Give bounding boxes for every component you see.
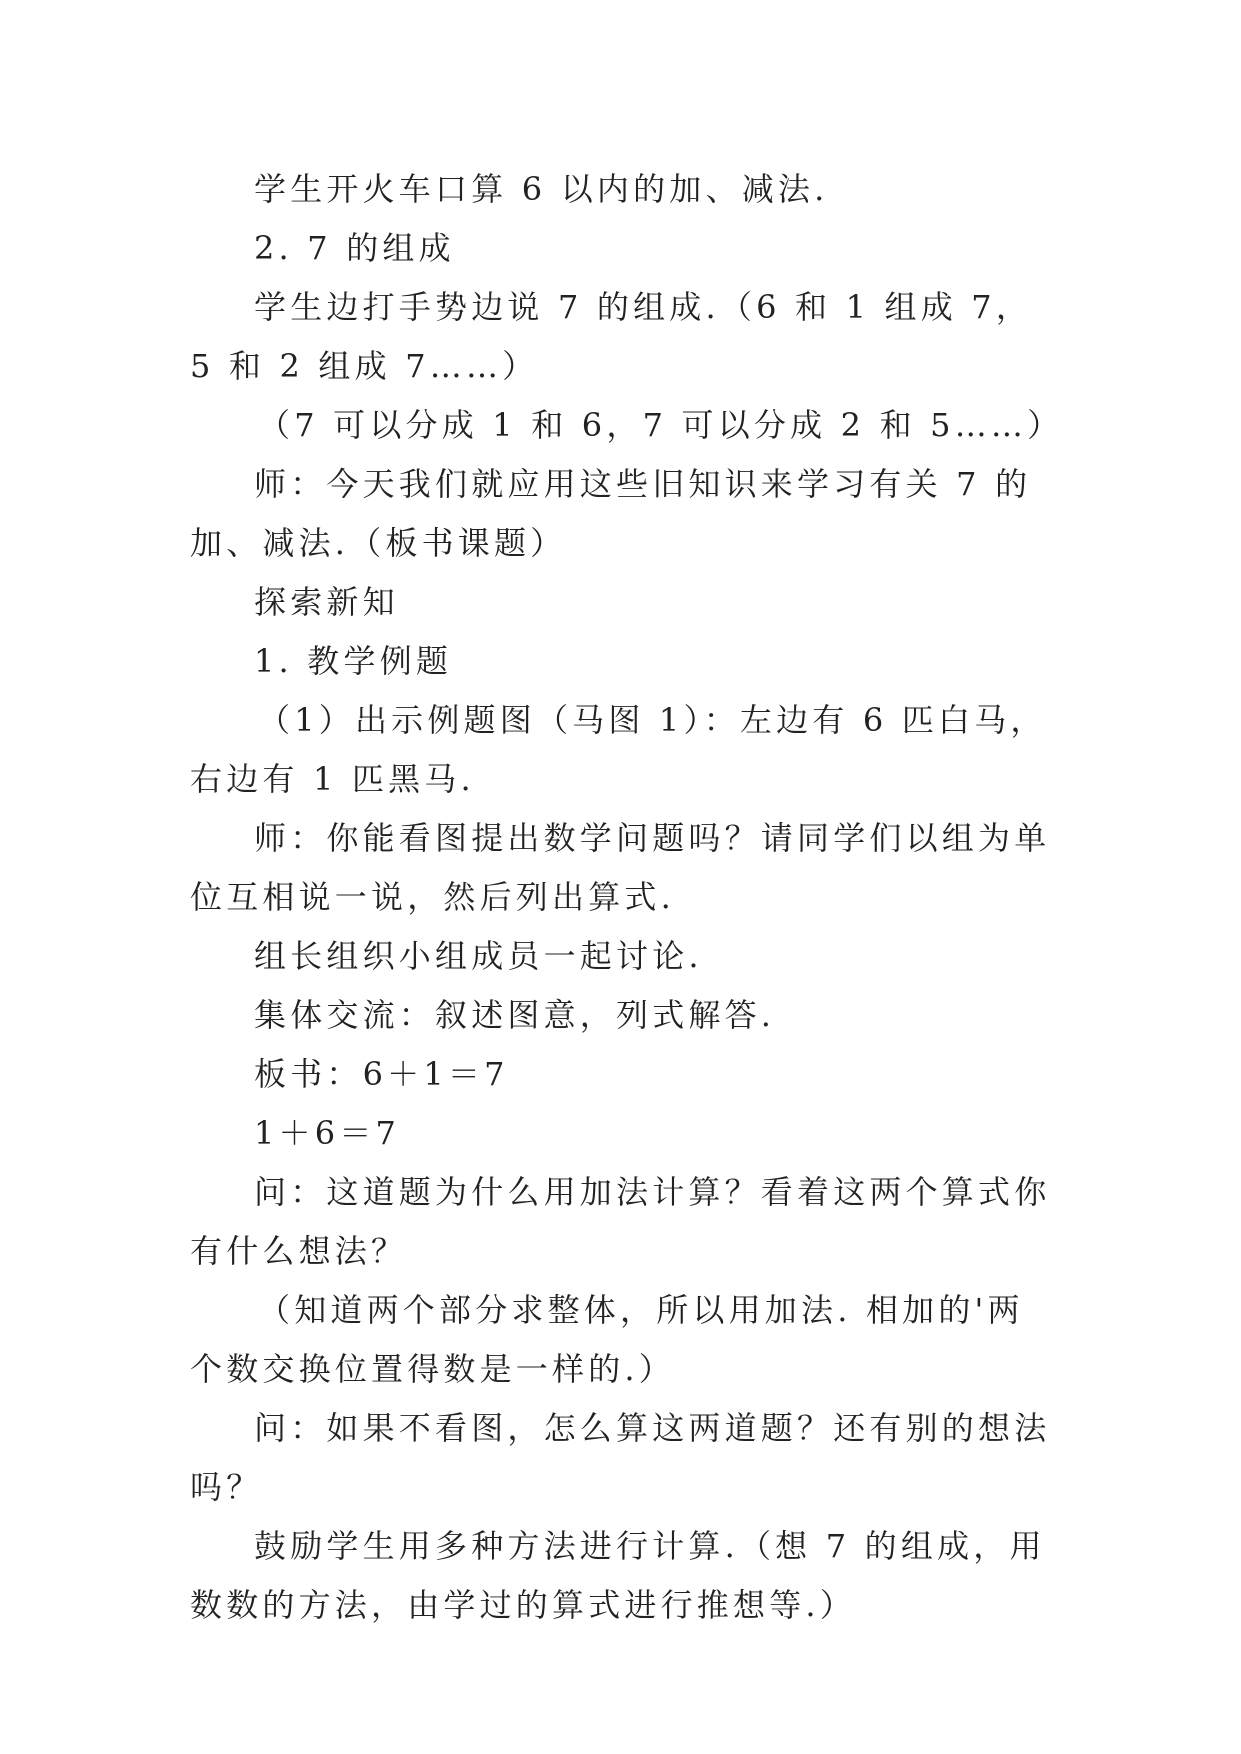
document-body [190, 160, 1064, 1635]
paragraph-5: 师：今天我们就应用这些旧知识来学习有关 7 的加、减法.（板书课题） [190, 465, 1032, 562]
paragraph-15: （知道两个部分求整体，所以用加法. 相加的'两个数交换位置得数是一样的.） [190, 1291, 1024, 1388]
paragraph-1: 学生开火车口算 6 以内的加、减法. [254, 170, 829, 208]
paragraph-12: 板书：6＋1＝7 [254, 1055, 509, 1093]
paragraph-2: 2. 7 的组成 [254, 229, 455, 267]
paragraph-3: 学生边打手势边说 7 的组成.（6 和 1 组成 7，5 和 2 组成 7……） [190, 288, 1033, 385]
paragraph-7: 1. 教学例题 [254, 642, 453, 680]
paragraph-17: 鼓励学生用多种方法进行计算.（想 7 的组成，用数数的方法，由学过的算式进行推想等.） [190, 1527, 1046, 1624]
paragraph-16: 问：如果不看图，怎么算这两道题？还有别的想法吗？ [190, 1409, 1051, 1506]
paragraph-9: 师：你能看图提出数学问题吗？请同学们以组为单位互相说一说，然后列出算式. [190, 819, 1051, 916]
paragraph-14: 问：这道题为什么用加法计算？看着这两个算式你有什么想法？ [190, 1173, 1051, 1270]
paragraph-8: （1）出示例题图（马图 1）：左边有 6 匹白马，右边有 1 匹黑马. [190, 701, 1047, 798]
paragraph-13: 1＋6＝7 [254, 1114, 401, 1152]
paragraph-4: （7 可以分成 1 和 6，7 可以分成 2 和 5……） [258, 406, 1064, 444]
paragraph-10: 组长组织小组成员一起讨论. [254, 937, 703, 975]
paragraph-6: 探索新知 [254, 583, 399, 621]
paragraph-11: 集体交流：叙述图意，列式解答. [254, 996, 776, 1034]
